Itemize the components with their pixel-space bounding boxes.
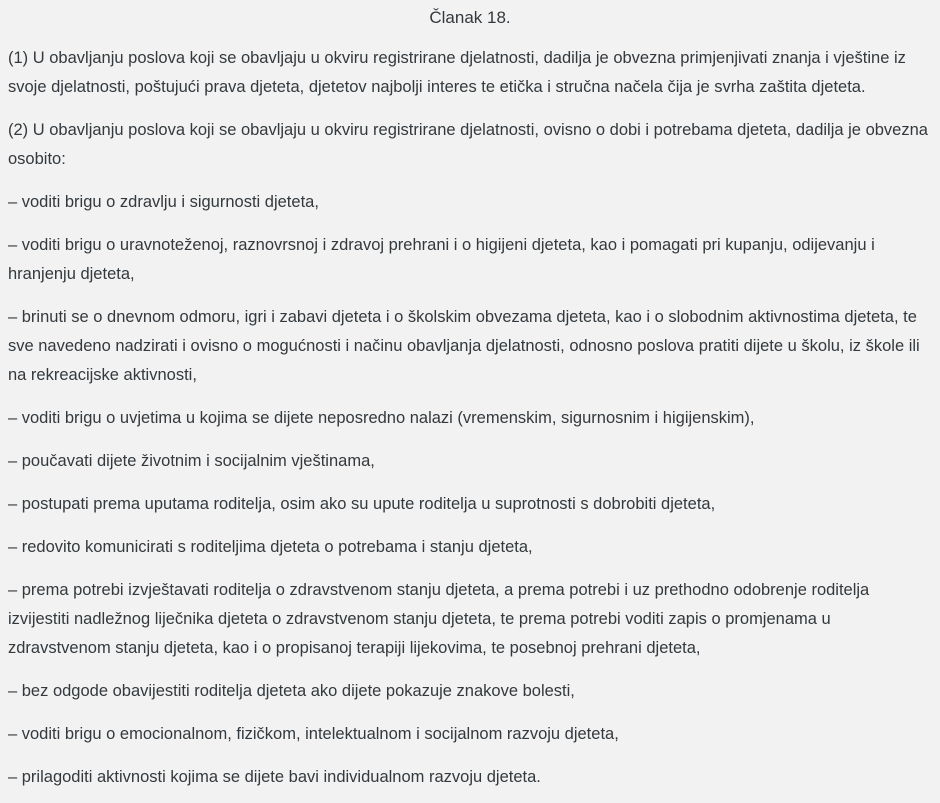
list-item: – poučavati dijete životnim i socijalnim vještinama,: [8, 452, 375, 470]
list-item: – voditi brigu o uravnoteženoj, raznovrsnoj i zdravoj prehrani i o higijeni djeteta, kao i pomagati pri kupanju, odijevanju i hranjenju djeteta,: [8, 236, 875, 283]
list-item: – bez odgode obavijestiti roditelja djeteta ako dijete pokazuje znakove bolesti,: [8, 682, 575, 700]
list-item: – voditi brigu o uvjetima u kojima se dijete neposredno nalazi (vremenskim, sigurnosnim i higijenskim),: [8, 409, 755, 427]
list-item: – postupati prema uputama roditelja, osim ako su upute roditelja u suprotnosti s dobrobiti djeteta,: [8, 495, 716, 513]
list-item: – brinuti se o dnevnom odmoru, igri i zabavi djeteta i o školskim obvezama djeteta, kao i o slobodnim aktivnostima djeteta, te sve navedeno nadzirati i ovisno o mogućnosti i načinu obavljanja djelatnosti, odnosno poslova pratiti dijete u školu, iz škole ili na rekreacijske aktivnosti,: [8, 308, 920, 384]
article-body: [8, 44, 932, 792]
list-item: – prilagoditi aktivnosti kojima se dijete bavi individualnom razvoju djeteta.: [8, 768, 541, 786]
list-item: – voditi brigu o emocionalnom, fizičkom, intelektualnom i socijalnom razvoju djeteta,: [8, 725, 619, 743]
paragraph-2: (2) U obavljanju poslova koji se obavljaju u okviru registrirane djelatnosti, ovisno o dobi i potrebama djeteta, dadilja je obvezna osobito:: [8, 121, 928, 168]
paragraph-1: (1) U obavljanju poslova koji se obavljaju u okviru registrirane djelatnosti, dadilja je obvezna primjenjivati znanja i vještine iz svoje djelatnosti, poštujući prava djeteta, djetetov najbolji interes te etička i stručna načela čija je svrha zaštita djeteta.: [8, 49, 906, 96]
article-heading: Članak 18.: [429, 8, 511, 27]
list-item: – redovito komunicirati s roditeljima djeteta o potrebama i stanju djeteta,: [8, 538, 533, 556]
list-item: – prema potrebi izvještavati roditelja o zdravstvenom stanju djeteta, a prema potrebi i uz prethodno odobrenje roditelja izvijestiti nadležnog liječnika djeteta o zdravstvenom stanju djeteta, te prema potrebi voditi zapis o promjenama u zdravstvenom stanju djeteta, kao i o propisanoj terapiji lijekovima, te posebnoj prehrani djeteta,: [8, 581, 870, 657]
list-item: – voditi brigu o zdravlju i sigurnosti djeteta,: [8, 193, 319, 211]
